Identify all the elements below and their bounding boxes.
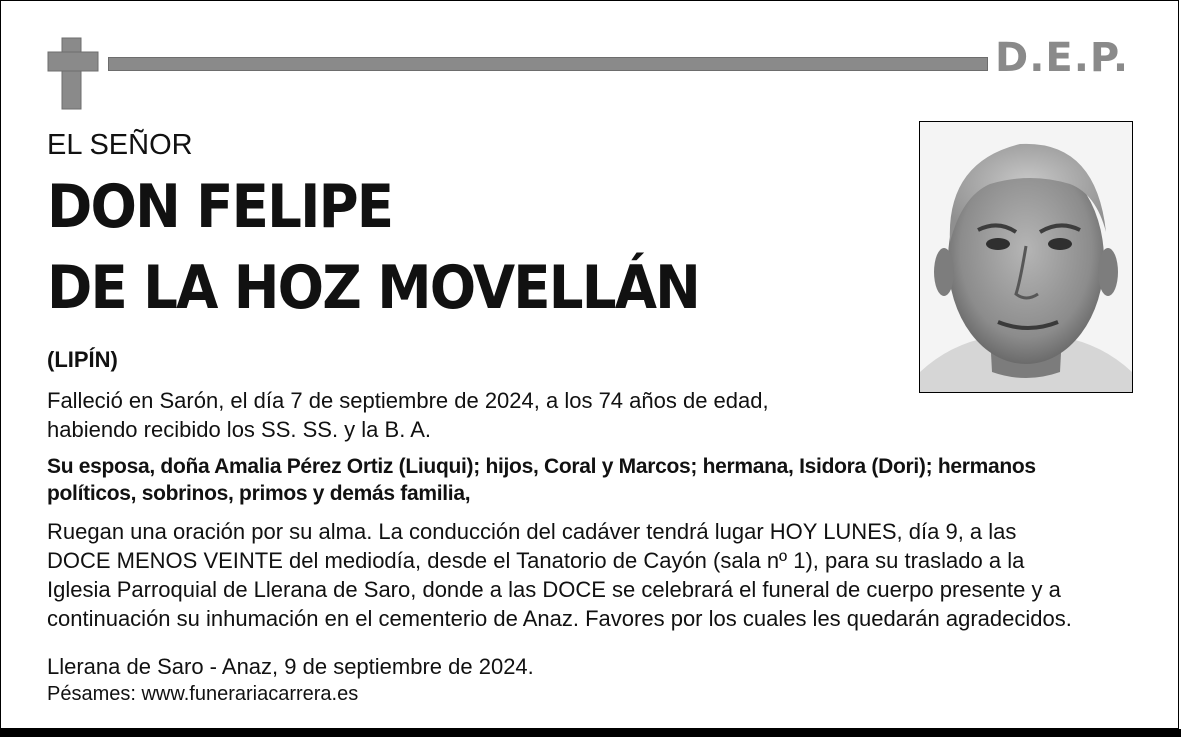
cross-icon [0,0,110,115]
bottom-border [0,729,1181,737]
death-info [47,386,769,444]
deceased-name-line1: DON FELIPE [47,172,393,242]
ceremony-line: Ruegan una oración por su alma. La conducción del cadáver tendrá lugar HOY LUNES, día 9, a las [47,519,1017,544]
death-info-line: Falleció en Sarón, el día 7 de septiembre de 2024, a los 74 años de edad, [47,388,769,413]
condolences-link[interactable]: Pésames: www.funerariacarrera.es [47,683,359,705]
ceremony-info [47,517,1072,633]
portrait-photo [919,121,1133,393]
ceremony-line: continuación su inhumación en el cementerio de Anaz. Favores por los cuales les quedarán agradecidos. [47,606,1072,631]
closing [47,652,534,708]
dep-label: D.E.P. [995,35,1130,81]
ceremony-line: Iglesia Parroquial de Llerana de Saro, donde a las DOCE se celebrará el funeral de cuerpo presente y a [47,577,1061,602]
ceremony-line: DOCE MENOS VEINTE del mediodía, desde el Tanatorio de Cayón (sala nº 1), para su traslado a la [47,548,1025,573]
honorific: EL SEÑOR [47,129,193,161]
family-line: Su esposa, doña Amalia Pérez Ortiz (Liuqui); hijos, Coral y Marcos; hermana, Isidora (Dori); hermanos [47,455,1036,478]
family-list [47,453,1036,507]
nickname: (LIPÍN) [47,347,118,372]
header-rule [108,57,988,71]
family-line: políticos, sobrinos, primos y demás familia, [47,482,471,505]
portrait-image [920,122,1132,392]
deceased-name-line2: DE LA HOZ MOVELLÁN [47,253,700,323]
place-date: Llerana de Saro - Anaz, 9 de septiembre de 2024. [47,654,534,679]
death-info-line: habiendo recibido los SS. SS. y la B. A. [47,417,432,442]
